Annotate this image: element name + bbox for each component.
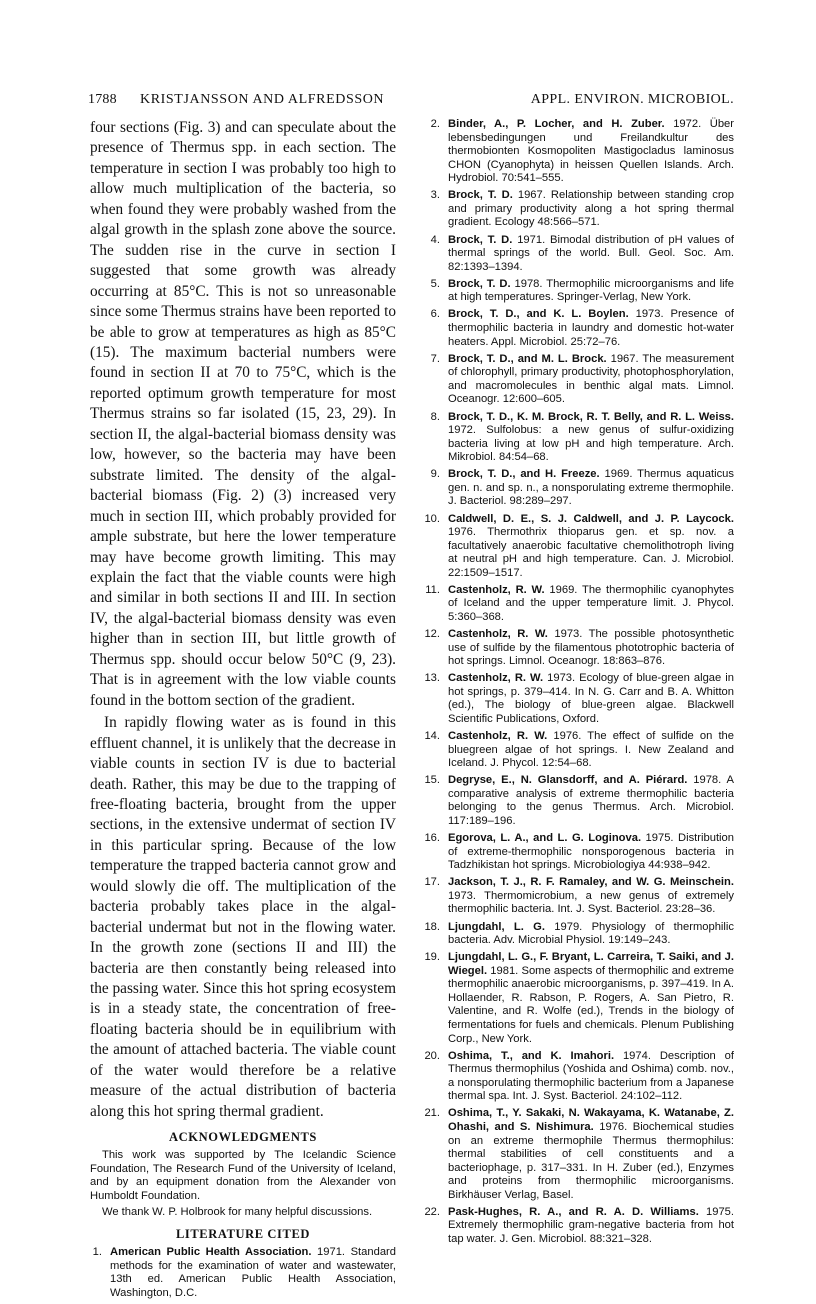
reference-item <box>420 1206 734 1247</box>
acknowledgment-text: This work was supported by The Icelandic Science Foundation, The Research Fund of the University of Iceland, and by an equipment donation from the Alexander von Humboldt Foundation. <box>90 1149 396 1202</box>
reference-authors: Oshima, T., Y. Sakaki, N. Wakayama, K. Watanabe, Z. Ohashi, and S. Nishimura. <box>448 1107 734 1134</box>
reference-number: 11. <box>425 583 440 596</box>
reference-text: 1976. Thermothrix thioparus gen. et sp. nov. a facultatively anaerobic facultative chemolithotroph living at neutral pH and high temperature. Can. J. Microbiol. 22:1509–1517. <box>448 526 734 579</box>
reference-number: 16. <box>424 832 440 845</box>
reference-authors: Pask-Hughes, R. A., and R. A. D. Williams. <box>448 1205 699 1218</box>
reference-item <box>420 672 734 726</box>
reference-text: 1973. Presence of thermophilic bacteria in laundry and domestic hot-water heaters. Appl. Microbiol. 25:72–76. <box>448 308 734 348</box>
reference-text: 1973. Thermomicrobium, a new genus of extremely thermophilic bacteria. Int. J. Syst. Bacteriol. 23:28–36. <box>448 889 734 916</box>
reference-text: 1978. A comparative analysis of extreme thermophilic bacteria belonging to the genus Thermus. Arch. Microbiol. 117:189–196. <box>448 774 734 827</box>
reference-text: 1973. The possible photosynthetic use of sulfide by the filamentous phototrophic bacteria of hot springs. Limnol. Oceanogr. 18:863–876. <box>448 628 734 668</box>
reference-text: 1969. The thermophilic cyanophytes of Iceland and the upper temperature limit. J. Phycol. 5:360–368. <box>448 583 734 623</box>
reference-authors: Castenholz, R. W. <box>448 730 548 743</box>
page-number: 1788 <box>88 92 117 107</box>
reference-number: 18. <box>424 920 440 933</box>
reference-number: 10. <box>424 512 440 525</box>
reference-item <box>420 921 734 948</box>
reference-number: 20. <box>424 1049 440 1062</box>
body-paragraph: In rapidly flowing water as is found in this effluent channel, it is unlikely that the decrease in viable counts in section IV is due to bacterial death. Rather, this may be due to the trapping of free-floating bacteria, brought from the upper sections, in the extensive undermat of section IV in this particular spring. Because of the low temperature the trapped bacteria cannot grow and would slowly die off. The multiplication of the bacteria probably takes place in the algal-bacterial undermat but not in the flowing water. In the growth zone (sections II and III) the bacteria are then constantly being released into the passing water. Since this hot spring ecosystem is in a steady state, the concentration of free-floating bacteria should be in equilibrium with the amount of attached bacteria. The viable count of the water would therefore be a relative measure of the actual distribution of bacteria along this hot spring thermal gradient. <box>90 714 396 1120</box>
reference-item <box>420 832 734 873</box>
reference-item <box>420 584 734 625</box>
reference-text: 1979. Physiology of thermophilic bacteria. Adv. Microbial Physiol. 19:149–243. <box>448 920 734 947</box>
reference-item <box>420 468 734 509</box>
reference-text: 1972. Sulfolobus: a new genus of sulfur-oxidizing bacteria living at low pH and high temperature. Arch. Mikrobiol. 84:54–68. <box>448 424 734 464</box>
reference-authors: Jackson, T. J., R. F. Ramaley, and W. G. Meinschein. <box>448 876 734 889</box>
reference-item <box>420 513 734 581</box>
reference-number: 3. <box>430 189 440 202</box>
reference-number: 2. <box>430 118 440 130</box>
reference-authors: Oshima, T., and K. Imahori. <box>448 1049 615 1062</box>
reference-text: 1974. Description of Thermus thermophilus (Yoshida and Oshima) comb. nov., a nonsporulating thermophilic bacterium from a Japanese thermal spa. Int. J. Syst. Bacteriol. 24:102–112. <box>448 1049 734 1103</box>
reference-item <box>420 118 734 186</box>
reference-text: 1969. Thermus aquaticus gen. n. and sp. n., a nonsporulating extreme thermophile. J. Bacteriol. 98:289–297. <box>448 468 734 508</box>
reference-number: 13. <box>424 672 440 685</box>
reference-item <box>420 1107 734 1202</box>
reference-number: 8. <box>430 410 440 423</box>
reference-item <box>420 411 734 465</box>
reference-list-left <box>90 1246 396 1300</box>
acknowledgments-heading: ACKNOWLEDGMENTS <box>169 1130 317 1145</box>
reference-text: 1975. Distribution of extreme-thermophilic nonsporogenous bacteria in Tadzhikistan hot springs. Microbiologiya 44:938–942. <box>448 832 734 872</box>
reference-number: 4. <box>430 233 440 246</box>
reference-item <box>420 278 734 305</box>
reference-item <box>420 308 734 349</box>
reference-number: 7. <box>430 352 440 365</box>
reference-item <box>420 951 734 1046</box>
reference-authors: Castenholz, R. W. <box>448 628 548 641</box>
reference-number: 14. <box>424 730 440 743</box>
reference-number: 6. <box>430 308 440 321</box>
reference-authors: American Public Health Association. <box>110 1246 312 1259</box>
reference-list-right <box>420 118 734 1247</box>
acknowledgment-text: We thank W. P. Holbrook for many helpful discussions. <box>102 1205 373 1218</box>
reference-authors: Binder, A., P. Locher, and H. Zuber. <box>448 118 665 130</box>
reference-authors: Castenholz, R. W. <box>448 672 544 685</box>
reference-text: 1973. Ecology of blue-green algae in hot springs, p. 379–414. In N. G. Carr and B. A. Whitton (ed.), The biology of blue-green algae. Blackwell Scientific Publications, Oxford. <box>448 672 734 725</box>
reference-number: 15. <box>424 774 440 787</box>
reference-text: 1975. Extremely thermophilic gram-negative bacteria from hot tap water. J. Gen. Microbiol. 88:321–328. <box>448 1205 734 1245</box>
reference-number: 21. <box>424 1107 440 1120</box>
reference-authors: Ljungdahl, L. G. <box>448 920 545 933</box>
running-header <box>88 92 734 112</box>
reference-item <box>420 234 734 275</box>
reference-text: 1967. Relationship between standing crop and primary productivity along a hot spring thermal gradient. Ecology 48:566–571. <box>448 189 734 229</box>
reference-text: 1971. Standard methods for the examination of water and wastewater, 13th ed. American Public Health Association, Washington, D.C. <box>110 1246 396 1299</box>
reference-text: 1976. The effect of sulfide on the bluegreen algae of hot springs. I. New Zealand and Iceland. J. Phycol. 12:54–68. <box>448 730 734 770</box>
reference-number: 12. <box>424 628 440 641</box>
reference-text: 1976. Biochemical studies on an extreme thermophile Thermus thermophilus: thermal stabilities of cell constituents and a bacteriophage, p. 317–331. In H. Zuber (ed.), Enzymes and proteins from thermophilic microorganisms. Birkhäuser Verlag, Basel. <box>448 1121 734 1201</box>
right-column <box>420 118 734 1250</box>
reference-item <box>420 628 734 669</box>
reference-item <box>420 730 734 771</box>
reference-number: 19. <box>424 951 440 964</box>
running-authors: KRISTJANSSON AND ALFREDSSON <box>140 92 385 107</box>
reference-authors: Brock, T. D., K. M. Brock, R. T. Belly, and R. L. Weiss. <box>448 410 734 423</box>
reference-authors: Brock, T. D., and H. Freeze. <box>448 468 600 481</box>
reference-text: 1978. Thermophilic microorganisms and life at high temperatures. Springer-Verlag, New York. <box>448 277 734 304</box>
reference-item <box>90 1246 396 1300</box>
reference-item <box>420 353 734 407</box>
reference-text: 1971. Bimodal distribution of pH values of thermal springs of the world. Bull. Geol. Soc. Am. 82:1393–1394. <box>448 233 734 273</box>
reference-authors: Brock, T. D., and M. L. Brock. <box>448 352 607 365</box>
reference-authors: Degryse, E., N. Glansdorff, and A. Piérard. <box>448 774 688 787</box>
reference-number: 22. <box>424 1205 440 1218</box>
reference-item <box>420 1050 734 1104</box>
reference-authors: Ljungdahl, L. G., F. Bryant, L. Carreira, T. Saiki, and J. Wiegel. <box>448 951 734 977</box>
reference-item <box>420 189 734 230</box>
reference-authors: Caldwell, D. E., S. J. Caldwell, and J. P. Laycock. <box>448 512 734 525</box>
reference-number: 9. <box>430 468 440 481</box>
journal-name: APPL. ENVIRON. MICROBIOL. <box>530 92 734 107</box>
reference-authors: Brock, T. D. <box>448 233 513 246</box>
reference-text: 1981. Some aspects of thermophilic and extreme thermophilic anaerobic microorganisms, p. 397–419. In A. Hollaender, R. Rabson, P. Rogers, A. San Pietro, R. Valentine, and R. Wolfe (ed.), Trends in the biology of fermentations for fuels and chemicals. Plenum Publishing Corp., New York. <box>448 964 734 1045</box>
reference-number: 5. <box>430 277 440 290</box>
reference-item <box>420 774 734 828</box>
body-paragraph: four sections (Fig. 3) and can speculate about the presence of Thermus spp. in each section. The temperature in section I was probably too high to allow much multiplication of the bacteria, so when found they were probably washed from the algal growth in the splash zone above the source. The sudden rise in the curve in section I suggested that some growth was already occurring at 85°C. This is not so unreasonable since some Thermus strains have been reported to be able to grow at temperatures as high as 85°C (15). The maximum bacterial numbers were found in section II at 70 to 75°C, which is the reported optimum growth temperature for most Thermus strains so far isolated (15, 23, 29). In section II, the algal-bacterial biomass density was low, however, so the bacteria may have been substrate limited. The density of the algal-bacterial biomass (Fig. 2) (3) increased very much in section III, which probably provided for ample substrate, but here the lower temperature may have become growth limiting. This may explain the fact that the viable counts were high and similar in both sections II and III. In section IV, the algal-bacterial biomass density was even higher than in section III, but little growth of Thermus spp. should occur below 50°C (9, 23). That is in agreement with the low viable counts found in the bottom section of the gradient. <box>90 119 396 709</box>
reference-authors: Egorova, L. A., and L. G. Loginova. <box>448 832 642 845</box>
reference-authors: Brock, T. D., and K. L. Boylen. <box>448 308 629 321</box>
reference-item <box>420 876 734 917</box>
reference-number: 17. <box>424 876 440 889</box>
reference-text: 1972. Über lebensbedingungen und Freilandkultur des thermobionten Kosmopoliten Mastigocladus laminosus CHON (Cyanophyta) in heissen Quellen Islands. Arch. Hydrobiol. 70:541–555. <box>448 118 734 185</box>
left-column <box>90 118 396 1304</box>
reference-text: 1967. The measurement of chlorophyll, primary productivity, photophosphorylation, and macromolecules in benthic algal mats. Limnol. Oceanogr. 12:600–605. <box>448 352 735 406</box>
reference-authors: Brock, T. D. <box>448 277 511 290</box>
reference-number: 1. <box>92 1246 102 1259</box>
reference-authors: Castenholz, R. W. <box>448 583 545 596</box>
reference-authors: Brock, T. D. <box>448 189 513 202</box>
literature-heading: LITERATURE CITED <box>175 1227 311 1242</box>
